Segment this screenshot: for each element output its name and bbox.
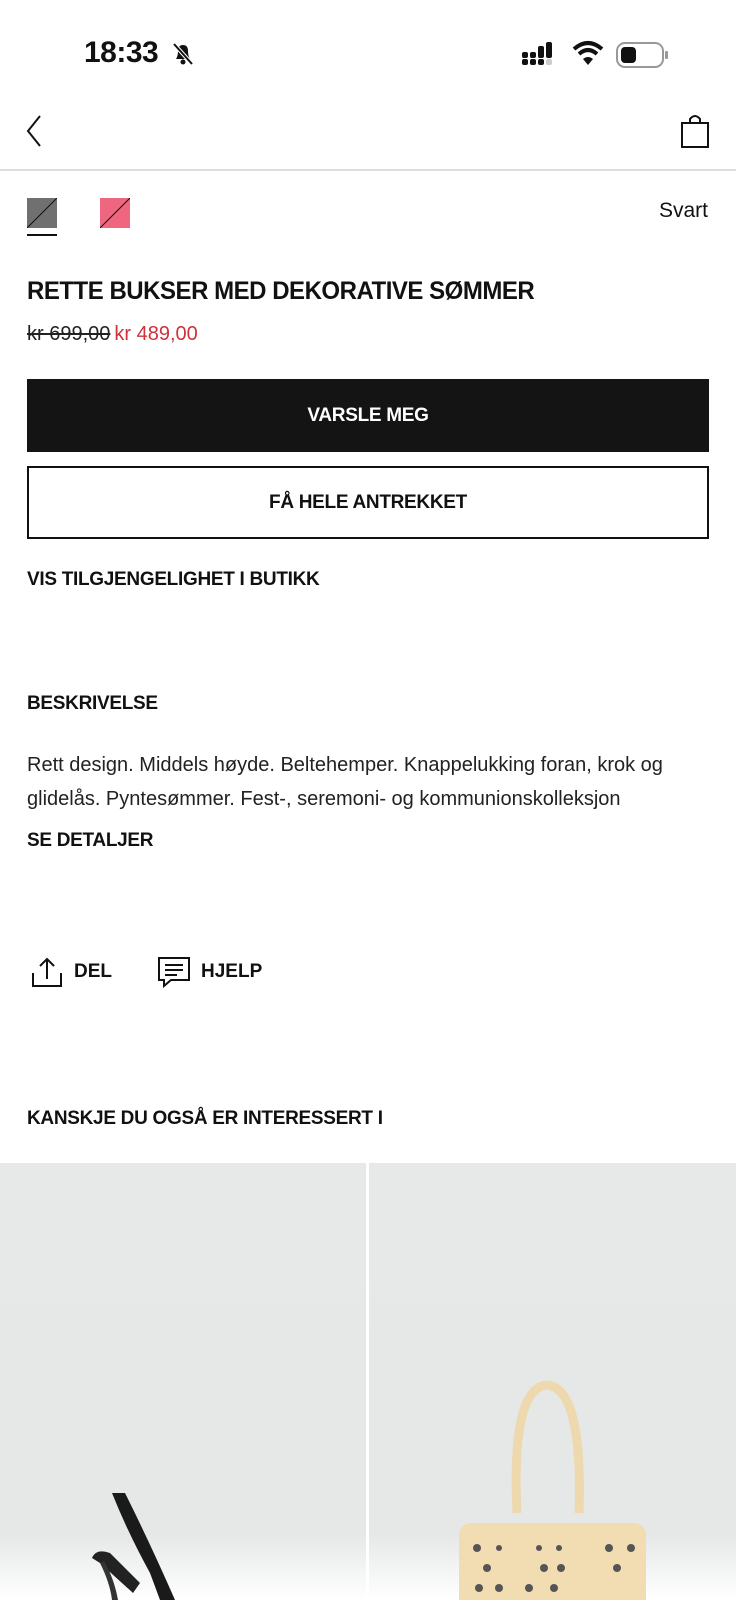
- recommended-product-shoe[interactable]: [0, 1163, 366, 1600]
- bell-muted-icon: [172, 42, 194, 66]
- old-price: kr 699,00: [27, 323, 111, 345]
- shoe-image: [0, 1163, 366, 1600]
- help-button[interactable]: [157, 955, 262, 989]
- chat-help-icon: [157, 955, 191, 989]
- share-button[interactable]: [30, 955, 112, 989]
- product-title: RETTE BUKSER MED DEKORATIVE SØMMER: [27, 277, 535, 305]
- selected-color-name: Svart: [658, 199, 708, 222]
- description-text: Rett design. Middels høyde. Beltehemper. Knappelukking foran, krok og glidelås. Pyntesømmer. Fest-, seremoni- og kommunionskolleksjon: [27, 754, 663, 810]
- help-label: HJELP: [201, 961, 263, 982]
- battery-icon: [616, 42, 670, 68]
- status-time: 18:33: [84, 36, 159, 69]
- color-swatch-black[interactable]: [27, 198, 57, 228]
- signal-icon: [522, 42, 560, 66]
- back-chevron-icon[interactable]: [24, 114, 44, 148]
- description-heading: BESKRIVELSE: [27, 693, 158, 714]
- store-availability-link[interactable]: VIS TILGJENGELIGHET I BUTIKK: [27, 569, 320, 590]
- share-icon: [30, 955, 64, 989]
- recommendations-heading: KANSKJE DU OGSÅ ER INTERESSERT I: [27, 1108, 383, 1129]
- price: [27, 323, 198, 346]
- color-swatch-pink[interactable]: [100, 198, 130, 228]
- wifi-icon: [572, 40, 604, 66]
- sale-price: kr 489,00: [114, 323, 198, 345]
- recommended-product-bag[interactable]: [369, 1163, 736, 1600]
- notify-me-button[interactable]: VARSLE MEG: [27, 379, 709, 452]
- see-details-link[interactable]: SE DETALJER: [27, 830, 154, 851]
- header-divider: [0, 169, 736, 171]
- get-outfit-button[interactable]: FÅ HELE ANTREKKET: [27, 466, 709, 539]
- selected-swatch-indicator: [27, 234, 57, 236]
- bag-image: [369, 1163, 736, 1600]
- shopping-bag-icon[interactable]: [680, 113, 710, 149]
- share-label: DEL: [74, 961, 112, 982]
